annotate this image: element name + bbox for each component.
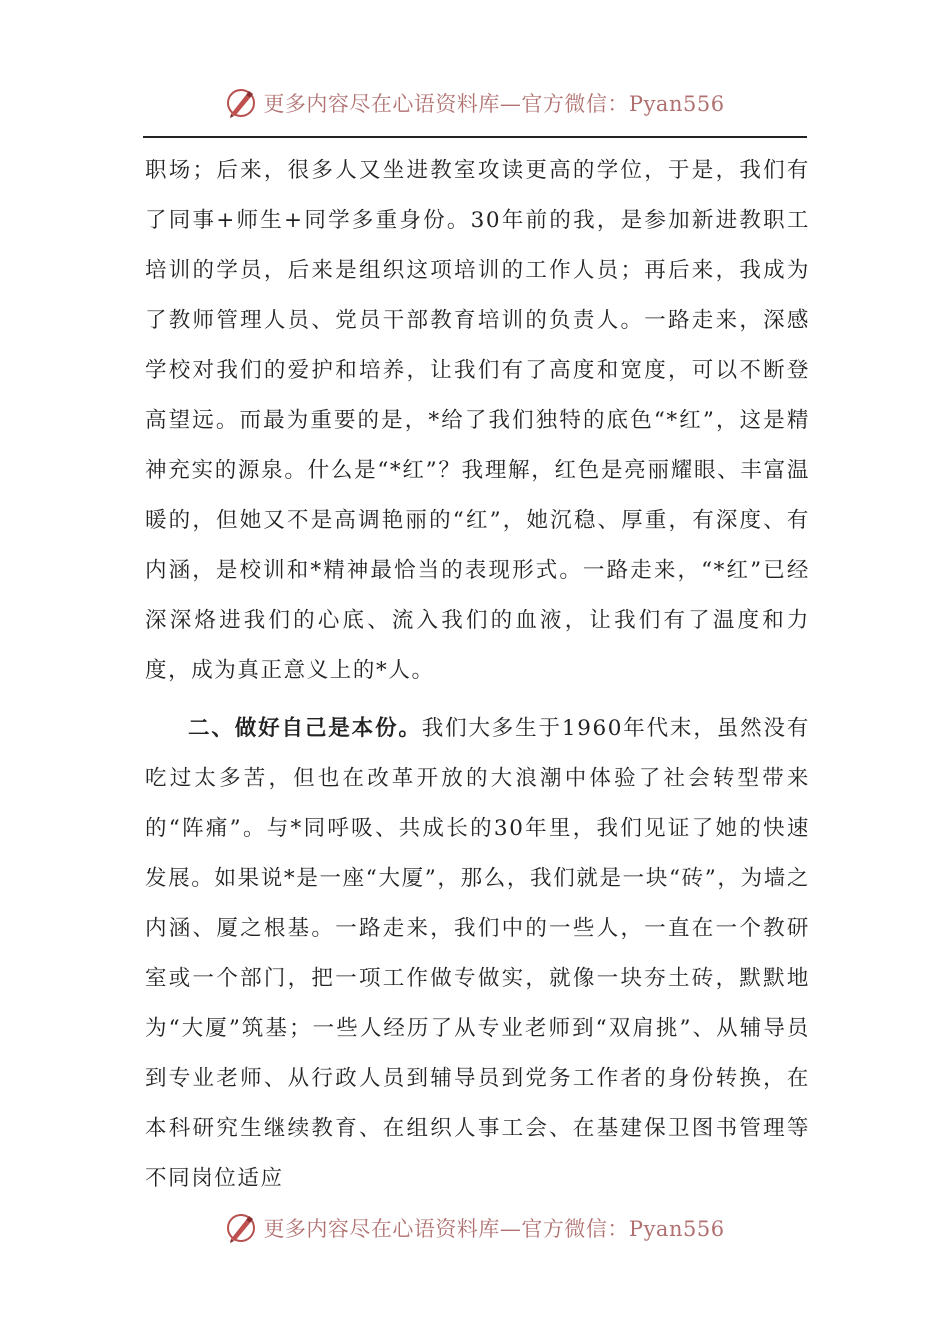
pen-logo-icon bbox=[225, 1212, 257, 1244]
footer-banner-text: 更多内容尽在心语资料库—官方微信：Pyan556 bbox=[263, 1217, 725, 1241]
header-divider bbox=[143, 136, 807, 138]
body-text bbox=[145, 146, 810, 1204]
footer-banner-content bbox=[225, 1212, 724, 1244]
paragraph-1: 职场；后来，很多人又坐进教室攻读更高的学位，于是，我们有了同事+师生+同学多重身份。30年前的我，是参加新进教职工培训的学员，后来是组织这项培训的工作人员；再后来，我成为了教师管理人员、党员干部教育培训的负责人。一路走来，深感学校对我们的爱护和培养，让我们有了高度和宽度，可以不断登高望远。而最为重要的是，*给了我们独特的底色“*红”，这是精神充实的源泉。什么是“*红”？我理解，红色是亮丽耀眼、丰富温暖的，但她又不是高调艳丽的“红”，她沉稳、厚重，有深度、有内涵，是校训和*精神最恰当的表现形式。一路走来，“*红”已经深深烙进我们的心底、流入我们的血液，让我们有了温度和力度，成为真正意义上的*人。 bbox=[145, 158, 810, 683]
header-banner bbox=[0, 83, 950, 123]
header-banner-text: 更多内容尽在心语资料库—官方微信：Pyan556 bbox=[263, 92, 725, 116]
footer-banner bbox=[0, 1208, 950, 1248]
paragraph-2-text: 我们大多生于1960年代末，虽然没有吃过太多苦，但也在改革开放的大浪潮中体验了社会转型带来的“阵痛”。与*同呼吸、共成长的30年里，我们见证了她的快速发展。如果说*是一座“大厦”，那么，我们就是一块“砖”，为墙之内涵、厦之根基。一路走来，我们中的一些人，一直在一个教研室或一个部门，把一项工作做专做实，就像一块夯土砖，默默地为“大厦”筑基；一些人经历了从专业老师到“双肩挑”、从辅导员到专业老师、从行政人员到辅导员到党务工作者的身份转换，在本科研究生继续教育、在组织人事工会、在基建保卫图书管理等不同岗位适应 bbox=[145, 716, 810, 1191]
paragraph-2 bbox=[145, 704, 810, 1204]
header-banner-content bbox=[225, 87, 724, 119]
pen-logo-icon bbox=[225, 87, 257, 119]
section-heading: 二、做好自己是本份。 bbox=[188, 716, 422, 741]
